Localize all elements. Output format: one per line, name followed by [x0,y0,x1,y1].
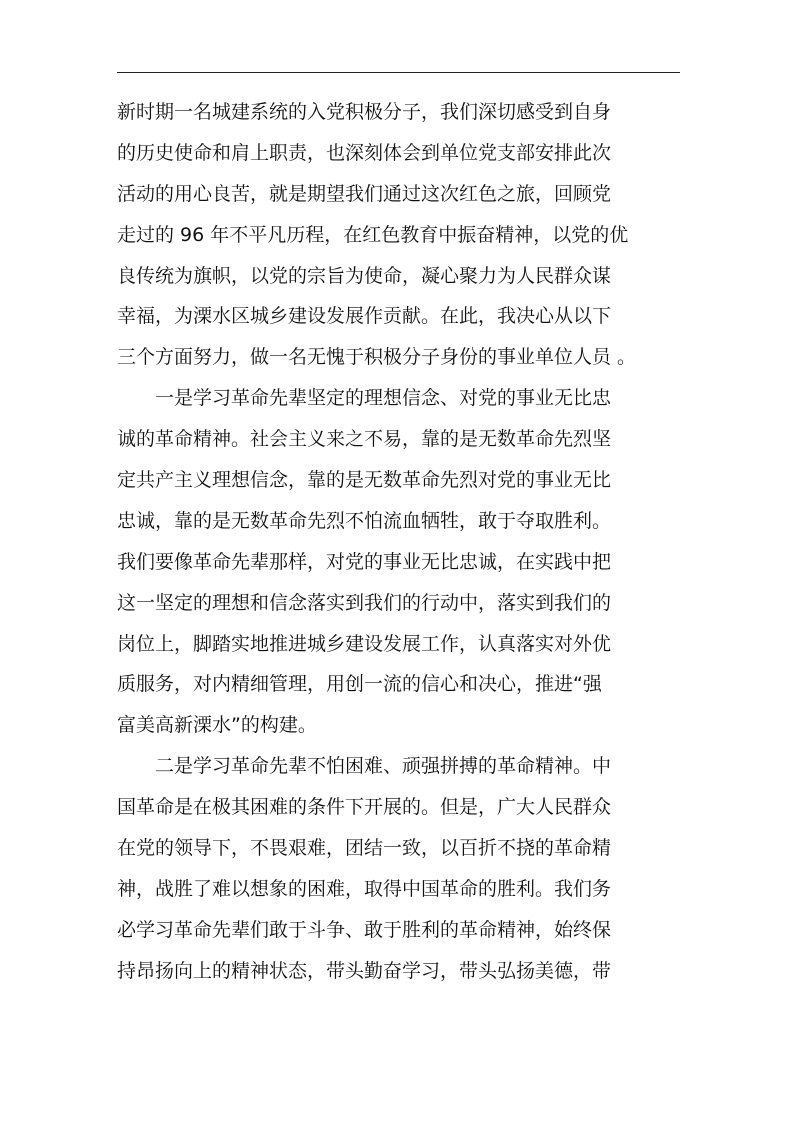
text-line: 持昂扬向上的精神状态，带头勤奋学习，带头弘扬美德，带 [117,959,612,982]
text-line: 必学习革命先辈们敢于斗争、敢于胜利的革命精神，始终保 [117,918,612,941]
paragraph-1-start: 一是学习革命先辈坚定的理想信念、对党的事业无比忠 [117,387,612,410]
text-line: 走过的 96 年不平凡历程，在红色教育中振奋精神，以党的优 [117,223,629,246]
text-line: 岗位上，脚踏实地推进城乡建设发展工作，认真落实对外优 [117,632,612,655]
text-line: 富美高新溧水”的构建。 [117,714,317,737]
text-line: 我们要像革命先辈那样，对党的事业无比忠诚，在实践中把 [117,550,612,573]
text-line: 良传统为旗帜，以党的宗旨为使命，凝心聚力为人民群众谋 [117,264,612,287]
text-line: 三个方面努力，做一名无愧于积极分子身份的事业单位人员 。 [117,346,637,369]
text-line: 幸福，为溧水区城乡建设发展作贡献。在此，我决心从以下 [117,305,612,328]
text-line: 国革命是在极其困难的条件下开展的。但是，广大人民群众 [117,796,612,819]
text-line: 质服务，对内精细管理，用创一流的信心和决心，推进“强 [117,673,602,696]
text-line: 神，战胜了难以想象的困难，取得中国革命的胜利。我们务 [117,877,612,900]
text-line: 忠诚，靠的是无数革命先烈不怕流血牺牲，敢于夺取胜利。 [117,509,612,532]
text-line: 这一坚定的理想和信念落实到我们的行动中，落实到我们的 [117,591,612,614]
text-line: 的历史使命和肩上职责，也深刻体会到单位党支部安排此次 [117,141,612,164]
text-line: 定共产主义理想信念，靠的是无数革命先烈对党的事业无比 [117,469,612,492]
text-line: 在党的领导下，不畏艰难，团结一致，以百折不挠的革命精 [117,837,612,860]
text-line: 新时期一名城建系统的入党积极分子，我们深切感受到自身 [117,101,612,123]
text-line: 诚的革命精神。社会主义来之不易，靠的是无数革命先烈坚 [117,428,612,451]
text-line: 活动的用心良苦，就是期望我们通过这次红色之旅，回顾党 [117,182,612,205]
paragraph-2-start: 二是学习革命先辈不怕困难、顽强拼搏的革命精神。中 [117,755,612,778]
document-body [117,92,692,992]
header-rule [117,72,680,73]
